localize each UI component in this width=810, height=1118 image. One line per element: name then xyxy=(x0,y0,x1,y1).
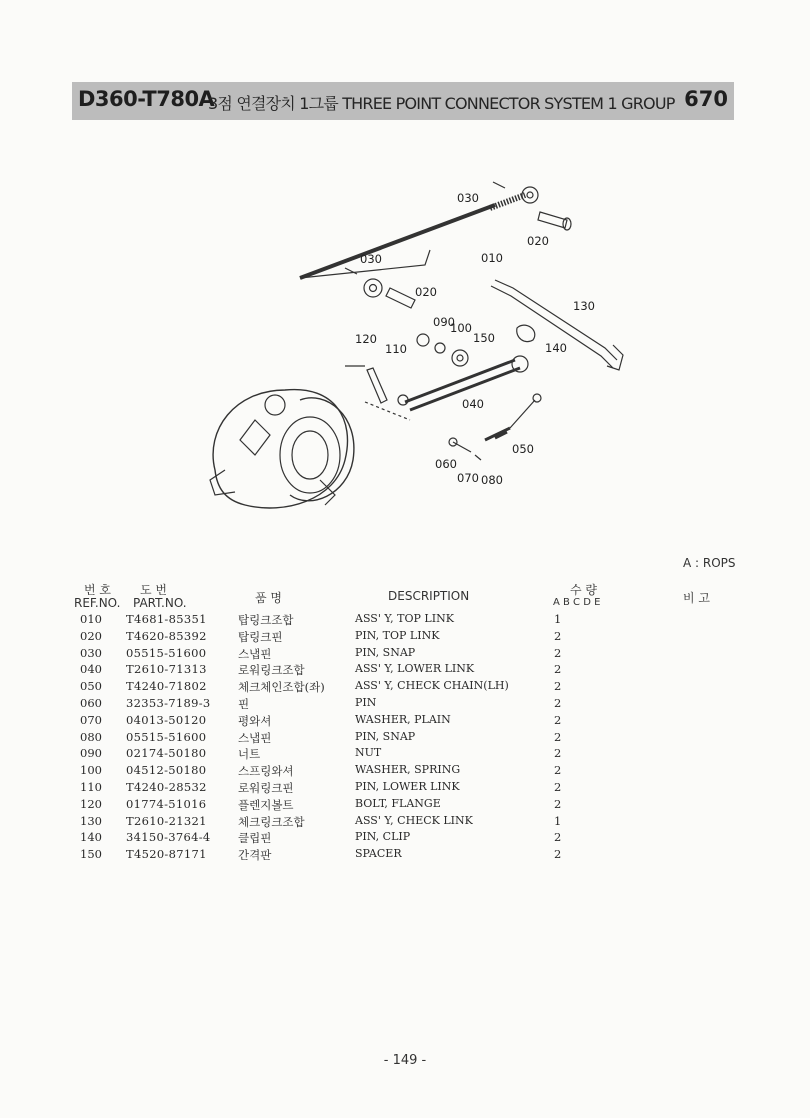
part-number-cell: T2610-71313 xyxy=(126,662,207,677)
quantity-cell: 2 xyxy=(554,628,562,643)
part-number-cell: T4520-87171 xyxy=(126,847,207,862)
callout-130: 130 xyxy=(573,299,595,313)
part-number-cell: T4240-71802 xyxy=(126,679,207,694)
description-cell: PIN, SNAP xyxy=(355,729,416,743)
description-cell: BOLT, FLANGE xyxy=(355,796,441,810)
quantity-cell: 2 xyxy=(554,796,562,811)
description-cell: ASS' Y, CHECK LINK xyxy=(355,813,473,827)
callout-140: 140 xyxy=(545,341,567,355)
part-header-ko: 도 번 xyxy=(140,583,167,597)
korean-name-cell: 체크링크조합 xyxy=(238,814,305,829)
korean-name-cell: 체크체인조합(좌) xyxy=(238,680,325,695)
ref-cell: 110 xyxy=(80,779,102,794)
ref-header-en: REF.NO. xyxy=(74,596,121,610)
ref-cell: 150 xyxy=(80,847,102,862)
quantity-cell: 2 xyxy=(554,779,562,794)
description-cell: WASHER, PLAIN xyxy=(355,712,451,726)
quantity-cell: 2 xyxy=(554,645,562,660)
quantity-cell: 2 xyxy=(554,763,562,778)
korean-name-cell: 스프링와셔 xyxy=(238,764,294,779)
qty-columns: A B C D E xyxy=(553,597,601,608)
part-header-en: PART.NO. xyxy=(133,596,187,610)
qty-header-ko: 수 량 xyxy=(570,583,597,597)
part-number-cell: 04512-50180 xyxy=(126,763,207,778)
korean-name-cell: 평와셔 xyxy=(238,713,272,728)
part-number-cell: T4240-28532 xyxy=(126,779,207,794)
description-cell: PIN xyxy=(355,695,377,709)
description-cell: WASHER, SPRING xyxy=(355,763,461,777)
ref-cell: 140 xyxy=(80,830,102,845)
description-cell: SPACER xyxy=(355,847,402,861)
part-number-cell: 01774-51016 xyxy=(126,796,207,811)
ref-cell: 030 xyxy=(80,645,102,660)
description-header: DESCRIPTION xyxy=(388,589,470,603)
quantity-cell: 1 xyxy=(554,813,562,828)
part-number-cell: 34150-3764-4 xyxy=(126,830,211,845)
korean-name-cell: 플렌지볼트 xyxy=(238,797,294,812)
quantity-cell: 2 xyxy=(554,746,562,761)
callout-050: 050 xyxy=(512,442,534,456)
part-number-cell: 32353-7189-3 xyxy=(126,695,211,710)
ref-cell: 040 xyxy=(80,662,102,677)
quantity-cell: 2 xyxy=(554,830,562,845)
korean-name-cell: 탑링크조합 xyxy=(238,613,294,627)
diagram-callouts xyxy=(355,191,595,487)
description-cell: PIN, CLIP xyxy=(355,830,411,844)
callout-020-top: 020 xyxy=(527,234,549,248)
part-number-cell: 02174-50180 xyxy=(126,746,207,761)
description-cell: PIN, LOWER LINK xyxy=(355,779,460,793)
callout-030-left: 030 xyxy=(360,252,382,266)
description-cell: PIN, TOP LINK xyxy=(355,628,440,642)
part-number-cell: T2610-21321 xyxy=(126,813,207,828)
ref-cell: 070 xyxy=(80,712,102,727)
korean-name-cell: 로워링크핀 xyxy=(238,780,294,795)
korean-name-cell: 간격판 xyxy=(238,848,272,863)
callout-080: 080 xyxy=(481,473,503,487)
page-header xyxy=(72,82,734,120)
callout-070: 070 xyxy=(457,471,479,485)
korean-name-cell: 클립핀 xyxy=(238,831,272,846)
ref-cell: 080 xyxy=(80,729,102,744)
callout-120: 120 xyxy=(355,332,377,346)
callout-100: 100 xyxy=(450,321,472,335)
part-number-cell: 05515-51600 xyxy=(126,729,207,744)
korean-name-cell: 너트 xyxy=(238,747,261,762)
ref-cell: 130 xyxy=(80,813,102,828)
part-number-cell: 04013-50120 xyxy=(126,712,207,727)
quantity-cell: 2 xyxy=(554,729,562,744)
ref-cell: 020 xyxy=(80,628,102,643)
catalog-page-number: 670 xyxy=(684,87,728,111)
ref-cell: 010 xyxy=(80,612,102,626)
part-number-cell: 05515-51600 xyxy=(126,645,207,660)
exploded-parts-diagram xyxy=(195,170,635,520)
part-number-cell: T4681-85351 xyxy=(126,612,207,626)
quantity-cell: 2 xyxy=(554,695,562,710)
quantity-cell: 2 xyxy=(554,679,562,694)
quantity-cell: 1 xyxy=(554,612,562,626)
quantity-cell: 2 xyxy=(554,712,562,727)
group-title: 3점 연결장치 1그룹 THREE POINT CONNECTOR SYSTEM 1 GROUP xyxy=(208,94,675,113)
model-note: A : ROPS xyxy=(683,556,736,570)
description-cell: ASS' Y, TOP LINK xyxy=(355,612,454,625)
quantity-cell: 2 xyxy=(554,847,562,862)
part-number-cell: T4620-85392 xyxy=(126,628,207,643)
ref-cell: 100 xyxy=(80,763,102,778)
description-cell: NUT xyxy=(355,746,382,760)
callout-020-left: 020 xyxy=(415,285,437,299)
description-cell: ASS' Y, CHECK CHAIN(LH) xyxy=(355,679,509,693)
ref-cell: 050 xyxy=(80,679,102,694)
callout-090: 090 xyxy=(433,315,455,329)
callout-110: 110 xyxy=(385,342,407,356)
callout-150: 150 xyxy=(473,331,495,345)
description-cell: PIN, SNAP xyxy=(355,645,416,659)
korean-name-cell: 스냅핀 xyxy=(238,646,272,661)
korean-name-cell: 로워링크조합 xyxy=(238,663,305,678)
callout-030-top: 030 xyxy=(457,191,479,205)
model-code: D360-T780A xyxy=(78,87,215,111)
korean-name-cell: 스냅핀 xyxy=(238,730,272,745)
korean-name-cell: 핀 xyxy=(238,696,250,711)
ref-cell: 060 xyxy=(80,695,102,710)
callout-040: 040 xyxy=(462,397,484,411)
korean-name-cell: 탑링크핀 xyxy=(238,629,283,644)
callout-060: 060 xyxy=(435,457,457,471)
page-footer: - 149 - xyxy=(383,1053,427,1068)
quantity-cell: 2 xyxy=(554,662,562,677)
ref-cell: 120 xyxy=(80,796,102,811)
description-cell: ASS' Y, LOWER LINK xyxy=(355,662,475,676)
name-header-ko: 품 명 xyxy=(255,591,282,605)
remark-header-ko: 비 고 xyxy=(683,591,710,605)
ref-header-ko: 번 호 xyxy=(84,583,111,597)
callout-010: 010 xyxy=(481,251,503,265)
ref-cell: 090 xyxy=(80,746,102,761)
